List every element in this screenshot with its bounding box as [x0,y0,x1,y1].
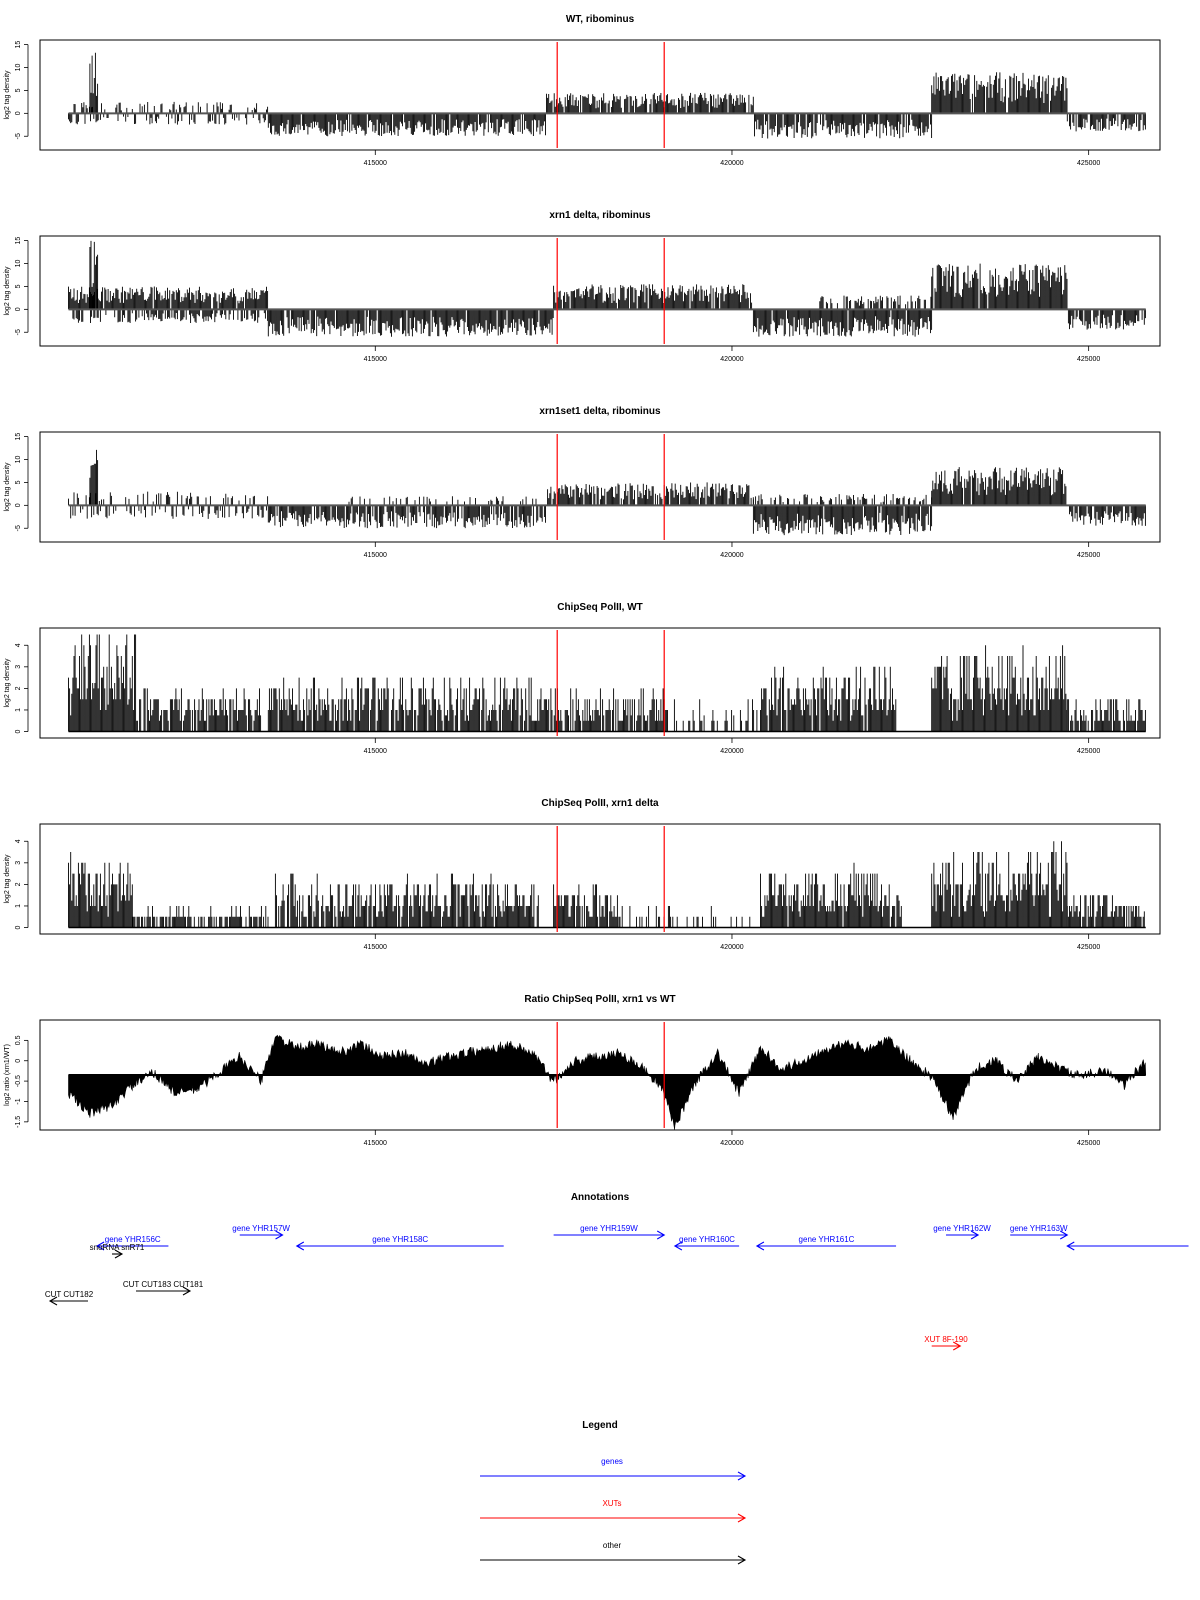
signal-segment-7 [753,494,931,505]
signal-segment-4 [547,93,754,113]
signal-bars [932,645,1067,731]
legend-label: genes [601,1457,623,1466]
x-tick-label: 415000 [363,748,387,755]
x-axis [364,1130,1101,1147]
signal-segment-5 [554,284,752,309]
y-axis-label: log2 tag density [4,70,11,120]
signal-bars [932,264,1067,310]
signal-segment-1 [69,635,136,732]
chart-title: ChipSeq PolII, WT [557,602,643,613]
other-label: CUT CUT182 [44,1290,94,1299]
x-tick-label: 425000 [1076,160,1101,167]
signal-bars [90,450,98,505]
legend-label: other [602,1541,622,1550]
x-tick-label: 420000 [720,748,744,755]
gene-arrow-3 [297,1235,504,1250]
legend-panel [480,1420,745,1564]
data-marks [69,241,1146,337]
chart-panel-5 [4,798,1160,951]
y-tick-label: 10 [15,259,22,268]
signal-bars [1067,113,1145,131]
y-axis [15,839,28,929]
gene-arrow-8 [1010,1224,1068,1239]
signal-segment-3 [275,874,538,928]
data-marks [69,1035,1146,1129]
y-axis [15,237,28,336]
signal-bars [753,309,931,336]
gene-arrow-2 [232,1224,290,1239]
signal-segment-1 [69,852,133,928]
y-tick-label: 0 [15,307,22,312]
y-axis-label: log2 ratio (xrn1/WT) [4,1044,11,1106]
signal-segment-8 [1067,895,1144,927]
legend-item-genes [480,1457,745,1480]
signal-segment-4 [554,884,618,927]
signal-bars [753,505,931,535]
plot-frame [40,40,1160,150]
x-tick-label: 420000 [720,160,744,167]
signal-segment-8 [932,264,1067,310]
x-axis [364,346,1101,363]
gene-arrow-6 [757,1235,896,1250]
x-tick-label: 425000 [1076,356,1101,363]
gene-label: gene YHR159W [580,1224,638,1233]
signal-segment-6 [761,863,902,928]
signal-bars [73,309,268,323]
data-marks [69,841,1146,927]
signal-bars [753,494,931,505]
signal-bars [1067,895,1144,927]
chart-title: Ratio ChipSeq PolII, xrn1 vs WT [524,994,676,1005]
y-tick-label: 0 [15,925,22,930]
y-tick-label: -5 [15,133,22,140]
signal-segment-6 [932,72,1067,113]
y-tick-label: 2 [15,882,22,887]
signal-segment-3 [268,505,545,528]
signal-bars [761,863,902,928]
chart-title: xrn1set1 delta, ribominus [539,406,661,417]
chart-panel-6 [4,994,1160,1147]
other-arrow-1 [90,1243,145,1258]
signal-segment-5 [548,482,754,505]
signal-bars [69,852,133,928]
gene-label: gene YHR160C [679,1235,735,1244]
legend-label: XUTs [602,1499,622,1508]
chart-panel-1 [4,14,1160,167]
gene-label: gene YHR158C [372,1235,429,1244]
signal-segment-7 [932,841,1067,927]
gene-arrow-5 [675,1235,739,1250]
y-tick-label: -5 [15,525,22,532]
signal-segment-7 [820,296,931,310]
y-tick-label: 4 [15,839,22,844]
ratio-area [69,1035,1146,1129]
chart-panel-4 [4,602,1160,755]
other-arrow-2 [45,1290,94,1305]
signal-segment-2 [136,688,260,731]
x-tick-label: 425000 [1076,944,1101,951]
y-tick-label: 15 [15,432,22,441]
y-axis-label: log2 tag density [4,658,11,708]
signal-bars [932,841,1067,927]
data-marks [69,450,1146,535]
signal-segment-8 [932,467,1066,505]
signal-segment-5 [755,113,932,138]
gene-label: gene YHR157W [232,1224,290,1233]
annotations-title: Annotations [570,1192,630,1203]
gene-arrow-4 [554,1224,665,1239]
data-marks [69,53,1146,139]
signal-segment-2 [90,450,98,505]
y-tick-label: 0 [15,111,22,116]
y-tick-label: 2 [15,686,22,691]
y-axis-label: log2 tag density [4,266,11,316]
y-tick-label: -1.5 [15,1115,22,1128]
y-axis [15,1035,28,1127]
y-tick-label: 5 [15,284,22,289]
signal-bars [268,678,531,732]
x-tick-label: 415000 [363,944,387,951]
x-tick-label: 420000 [720,356,744,363]
chart-panel-3 [4,406,1160,559]
signal-bars [820,296,931,310]
y-tick-label: 5 [15,480,22,485]
chart-title: xrn1 delta, ribominus [549,210,651,221]
chart-panel-2 [4,210,1160,363]
signal-segment-5 [619,906,750,928]
signal-segment-3 [73,309,268,323]
gene-arrow-9 [1067,1242,1188,1250]
signal-segment-6 [753,505,931,535]
y-tick-label: 1 [15,904,22,908]
y-tick-label: 5 [15,88,22,93]
signal-bars [136,688,260,731]
legend-title: Legend [582,1420,618,1431]
y-tick-label: 3 [15,860,22,865]
gene-label: gene YHR156C [104,1235,161,1244]
signal-bars [268,113,545,136]
y-tick-label: 15 [15,40,22,49]
y-tick-label: 10 [15,63,22,72]
signal-segment-7 [932,645,1067,731]
annotations-panel [45,1192,1189,1350]
signal-bars [268,309,553,336]
signal-segment-2 [133,906,268,928]
signal-segment-6 [753,309,931,336]
x-tick-label: 420000 [720,1140,744,1147]
y-tick-label: -1 [15,1098,22,1105]
signal-bars [554,284,752,309]
signal-bars [674,699,757,731]
x-tick-label: 420000 [720,552,744,559]
y-tick-label: 10 [15,455,22,464]
signal-segment-4 [349,496,536,505]
y-tick-label: 3 [15,664,22,669]
signal-segment-6 [761,667,896,732]
xut-arrow-1 [924,1335,968,1350]
x-tick-label: 415000 [363,1140,387,1147]
x-tick-label: 415000 [363,356,387,363]
x-tick-label: 425000 [1076,1140,1101,1147]
x-axis [364,738,1101,755]
gene-label: gene YHR163W [1009,1224,1068,1233]
x-tick-label: 420000 [720,944,744,951]
x-axis [364,542,1101,559]
signal-segment-7 [1067,113,1145,131]
signal-bars [268,505,545,528]
y-tick-label: -5 [15,329,22,336]
signal-bars [554,884,618,927]
plot-frame [40,432,1160,542]
signal-bars [133,906,268,928]
gene-arrow-7 [933,1224,991,1239]
signal-bars [548,482,754,505]
other-arrow-3 [123,1280,204,1295]
other-label: snoRNA snR71 [89,1243,145,1252]
y-tick-label: 1 [15,708,22,712]
y-axis [15,41,28,140]
chart-title: ChipSeq PolII, xrn1 delta [541,798,659,809]
data-marks [69,635,1146,732]
signal-segment-3 [268,113,545,136]
x-tick-label: 415000 [363,160,387,167]
legend-item-other [480,1541,745,1564]
signal-bars [532,688,667,731]
signal-segment-5 [674,699,757,731]
y-axis-label: log2 tag density [4,854,11,904]
signal-bars [761,667,896,732]
signal-segment-9 [1070,505,1146,526]
signal-bars [932,72,1067,113]
y-tick-label: 0 [15,729,22,734]
signal-bars [69,287,268,310]
signal-segment-2 [90,53,98,114]
y-tick-label: 15 [15,236,22,245]
signal-bars [619,906,750,928]
x-tick-label: 425000 [1076,748,1101,755]
y-axis [15,433,28,532]
y-tick-label: 4 [15,643,22,648]
y-tick-label: 0 [15,503,22,508]
signal-bars [90,53,98,114]
x-tick-label: 415000 [363,552,387,559]
signal-segment-3 [268,678,531,732]
signal-segment-1 [69,287,268,310]
signal-segment-9 [1068,309,1145,329]
other-label: CUT CUT183 CUT181 [122,1280,204,1289]
signal-bars [1070,505,1146,526]
signal-segment-8 [1067,699,1145,731]
xut-label: XUT 8F-190 [924,1335,968,1344]
x-tick-label: 425000 [1076,552,1101,559]
x-axis [364,934,1101,951]
legend-item-XUTs [480,1499,745,1522]
signal-bars [349,496,536,505]
y-axis-label: log2 tag density [4,462,11,512]
signal-bars [547,93,754,113]
y-axis [15,643,28,733]
gene-label: gene YHR161C [798,1235,855,1244]
signal-bars [755,113,932,138]
y-tick-label: 0 [15,1058,22,1063]
y-tick-label: 0.5 [15,1035,22,1046]
signal-bars [1068,309,1145,329]
signal-segment-4 [268,309,553,336]
signal-bars [932,467,1066,505]
y-tick-label: -0.5 [15,1075,22,1088]
x-axis [364,150,1101,167]
chart-title: WT, ribominus [565,14,635,25]
gene-label: gene YHR162W [933,1224,991,1233]
signal-bars [1067,699,1145,731]
signal-bars [275,874,538,928]
signal-bars [69,635,136,732]
signal-segment-4 [532,688,667,731]
